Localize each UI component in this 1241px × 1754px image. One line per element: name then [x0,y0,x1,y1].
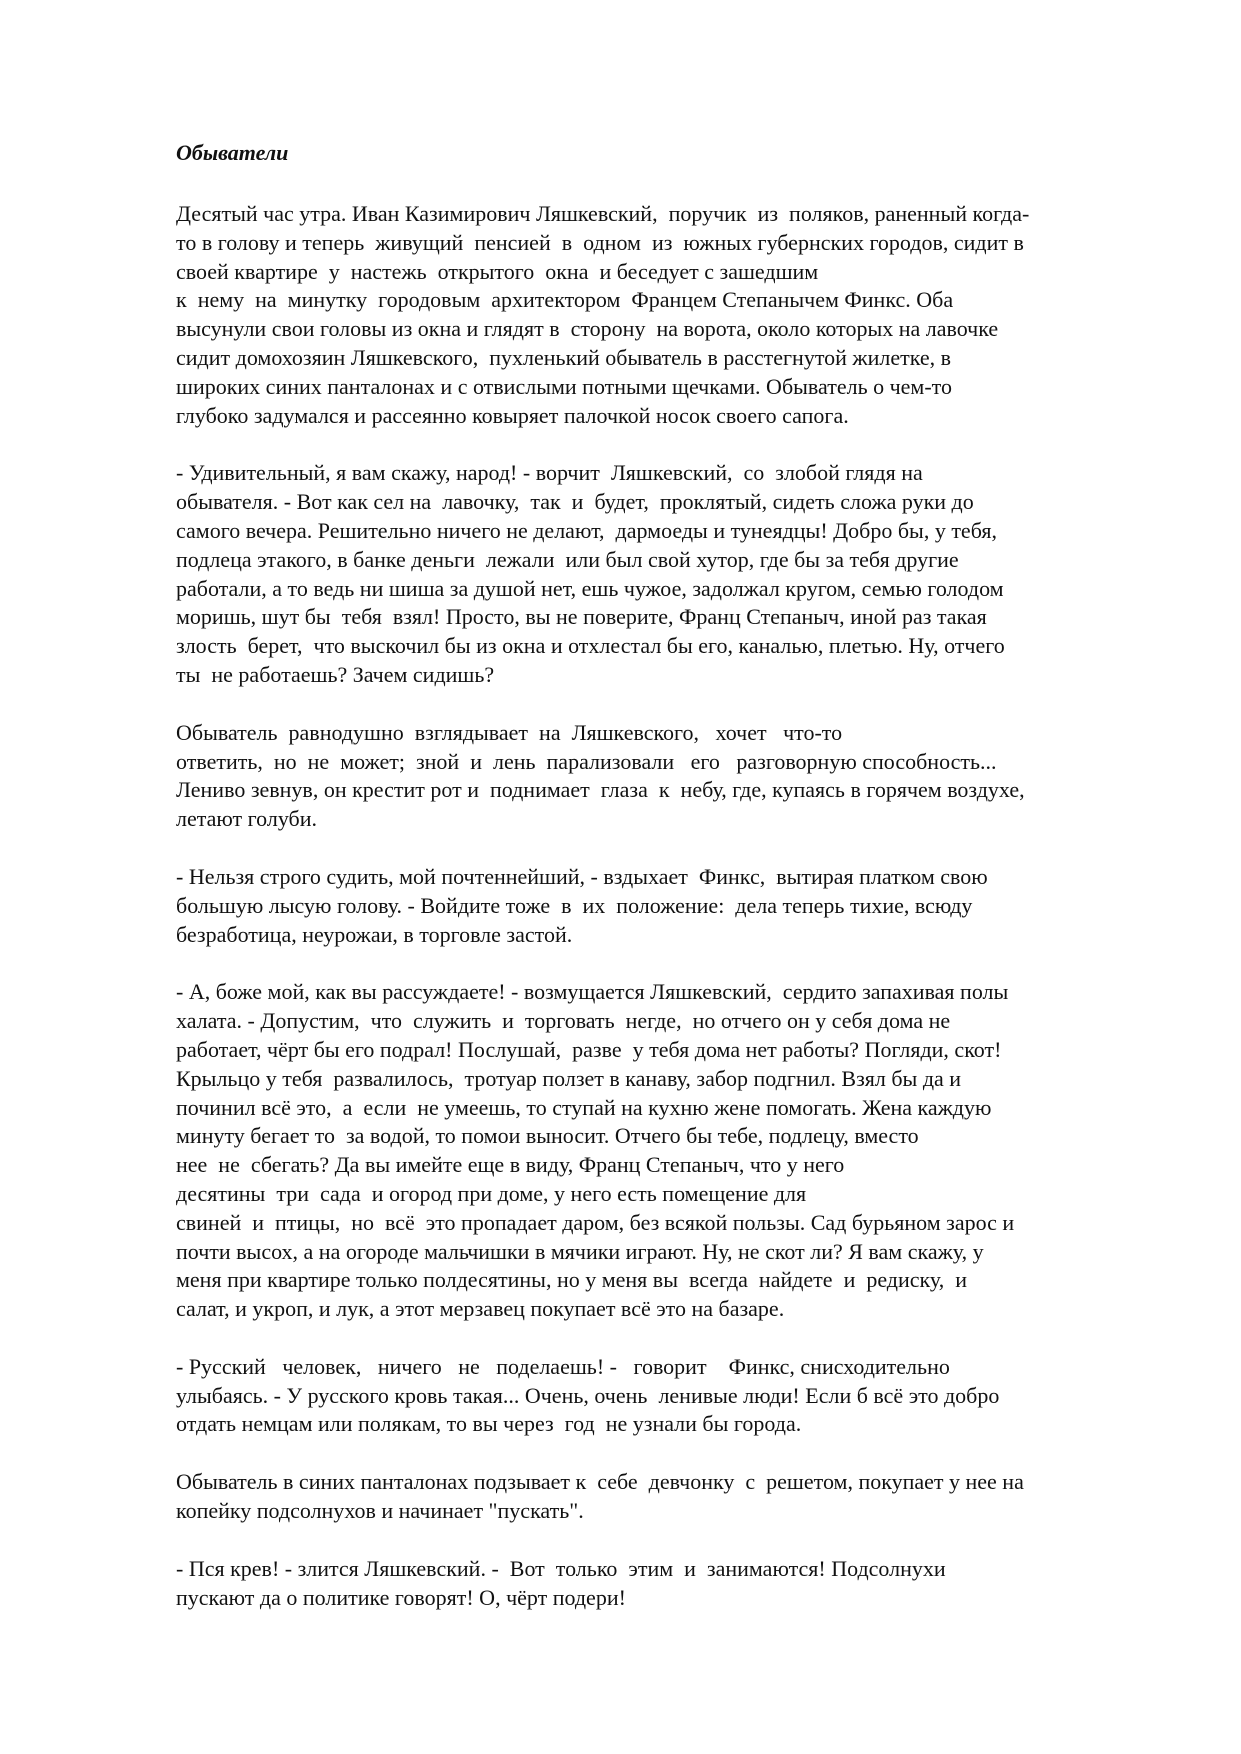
text-line: моришь, шут бы тебя взял! Просто, вы не поверите, Франц Степаныч, иной раз такая [176,604,987,630]
text-line: Обыватель в синих панталонах подзывает к себе девчонку с решетом, покупает у нее на [176,1469,1024,1495]
text-line: Обыватель равнодушно взглядывает на Ляшкевского, хочет что-то [176,719,843,745]
paragraph [176,1555,1176,1613]
text-line: работает, чёрт бы его подрал! Послушай, разве у тебя дома нет работы? Погляди, скот! [176,1036,1002,1062]
text-line: обывателя. - Вот как сел на лавочку, так и будет, проклятый, сидеть сложа руки до [176,489,974,515]
text-line: меня при квартире только полдесятины, но у меня вы всегда найдете и редиску, и [176,1267,967,1293]
text-line: отдать немцам или полякам, то вы через год не узнали бы города. [176,1411,802,1437]
text-line: Лениво зевнув, он крестит рот и поднимает глаза к небу, где, купаясь в горячем воздухе, [176,777,1025,803]
paragraph [176,863,1176,949]
paragraph [176,459,1176,689]
text-line: улыбаясь. - У русского кровь такая... Очень, очень ленивые люди! Если б всё это добро [176,1382,1000,1408]
text-line: ответить, но не может; зной и лень парализовали его разговорную способность... [176,748,997,774]
text-line: высунули свои головы из окна и глядят в сторону на ворота, около которых на лавочке [176,316,999,342]
document-title: Обыватели [176,140,289,165]
text-line: халата. - Допустим, что служить и торговать негде, но отчего он у себя дома не [176,1008,951,1034]
paragraph [176,719,1176,834]
text-line: - А, боже мой, как вы рассуждаете! - возмущается Ляшкевский, сердито запахивая полы [176,979,1009,1005]
text-line: десятины три сада и огород при доме, у него есть помещение для [176,1180,807,1206]
text-line: ты не работаешь? Зачем сидишь? [176,661,495,687]
text-line: - Русский человек, ничего не поделаешь! - говорит Финкс, снисходительно [176,1353,950,1379]
text-line: подлеца этакого, в банке деньги лежали или был свой хутор, где бы за тебя другие [176,546,959,572]
text-line: минуту бегает то за водой, то помои выносит. Отчего бы тебе, подлецу, вместо [176,1123,919,1149]
paragraph [176,978,1176,1324]
text-line: широких синих панталонах и с отвислыми потными щечками. Обыватель о чем-то [176,373,953,399]
text-line: самого вечера. Решительно ничего не делают, дармоеды и тунеядцы! Добро бы, у тебя, [176,517,997,543]
text-line: салат, и укроп, и лук, а этот мерзавец покупает всё это на базаре. [176,1296,785,1322]
text-line: - Пся крев! - злится Ляшкевский. - Вот только этим и занимаются! Подсолнухи [176,1555,946,1581]
text-line: копейку подсолнухов и начинает "пускать". [176,1498,584,1524]
text-line: большую лысую голову. - Войдите тоже в их положение: дела теперь тихие, всюду [176,892,973,918]
paragraph [176,1353,1176,1439]
text-line: нее не сбегать? Да вы имейте еще в виду, Франц Степаныч, что у него [176,1152,845,1178]
text-line: починил всё это, а если не умеешь, то ступай на кухню жене помогать. Жена каждую [176,1094,992,1120]
text-line: своей квартире у настежь открытого окна и беседует с зашедшим [176,258,819,284]
text-line: безработица, неурожаи, в торговле застой. [176,921,573,947]
text-line: почти высох, а на огороде мальчишки в мячики играют. Ну, не скот ли? Я вам скажу, у [176,1238,984,1264]
text-line: то в голову и теперь живущий пенсией в одном из южных губернских городов, сидит в [176,229,1024,255]
document-body [176,200,1176,1641]
text-line: свиней и птицы, но всё это пропадает даром, без всякой пользы. Сад бурьяном зарос и [176,1209,1015,1235]
paragraph [176,1468,1176,1526]
text-line: к нему на минутку городовым архитектором Францем Степанычем Финкс. Оба [176,287,954,313]
text-line: пускают да о политике говорят! О, чёрт подери! [176,1584,626,1610]
text-line: летают голуби. [176,806,317,832]
text-line: глубоко задумался и рассеянно ковыряет палочкой носок своего сапога. [176,402,849,428]
text-line: сидит домохозяин Ляшкевского, пухленький обыватель в расстегнутой жилетке, в [176,344,952,370]
text-line: Крыльцо у тебя развалилось, тротуар ползет в канаву, забор подгнил. Взял бы да и [176,1065,962,1091]
text-line: злость берет, что выскочил бы из окна и отхлестал бы его, каналью, плетью. Ну, отчего [176,633,1005,659]
text-line: работали, а то ведь ни шиша за душой нет, ешь чужое, задолжал кругом, семью голодом [176,575,1004,601]
text-line: Десятый час утра. Иван Казимирович Ляшкевский, поручик из поляков, раненный когда- [176,201,1030,226]
text-line: - Удивительный, я вам скажу, народ! - ворчит Ляшкевский, со злобой глядя на [176,460,923,486]
paragraph [176,200,1176,430]
text-line: - Нельзя строго судить, мой почтеннейший, - вздыхает Финкс, вытирая платком свою [176,863,988,889]
